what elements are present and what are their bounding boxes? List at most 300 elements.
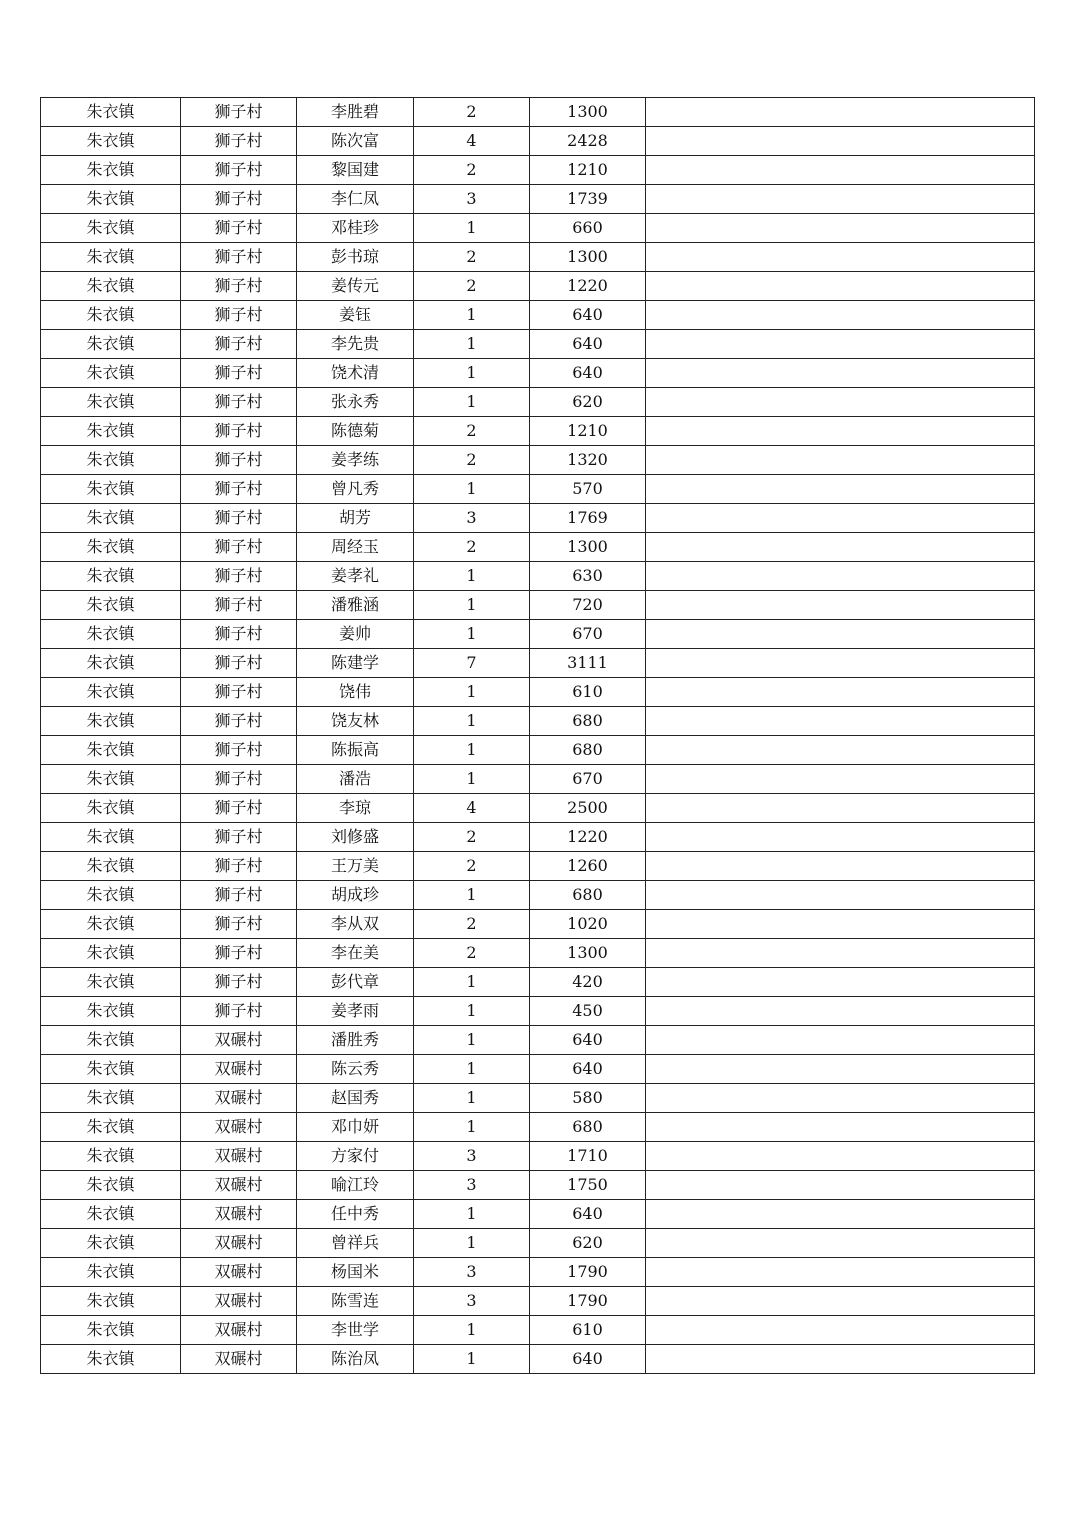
village-cell: 双碾村 xyxy=(181,1084,297,1113)
household-count-cell: 2 xyxy=(414,156,530,185)
town-cell: 朱衣镇 xyxy=(41,156,181,185)
name-cell: 李从双 xyxy=(297,910,414,939)
village-cell: 狮子村 xyxy=(181,330,297,359)
name-cell: 姜钰 xyxy=(297,301,414,330)
village-cell: 狮子村 xyxy=(181,272,297,301)
village-cell: 狮子村 xyxy=(181,707,297,736)
table-row xyxy=(41,707,1035,736)
household-count-cell: 3 xyxy=(414,1287,530,1316)
amount-cell: 1300 xyxy=(530,939,646,968)
note-cell xyxy=(646,330,1035,359)
household-count-cell: 4 xyxy=(414,127,530,156)
note-cell xyxy=(646,1026,1035,1055)
name-cell: 方家付 xyxy=(297,1142,414,1171)
village-cell: 双碾村 xyxy=(181,1287,297,1316)
town-cell: 朱衣镇 xyxy=(41,243,181,272)
name-cell: 饶伟 xyxy=(297,678,414,707)
town-cell: 朱衣镇 xyxy=(41,214,181,243)
village-cell: 狮子村 xyxy=(181,678,297,707)
village-cell: 狮子村 xyxy=(181,823,297,852)
note-cell xyxy=(646,794,1035,823)
household-count-cell: 7 xyxy=(414,649,530,678)
table-row xyxy=(41,446,1035,475)
note-cell xyxy=(646,185,1035,214)
town-cell: 朱衣镇 xyxy=(41,301,181,330)
amount-cell: 1769 xyxy=(530,504,646,533)
village-cell: 狮子村 xyxy=(181,127,297,156)
village-cell: 狮子村 xyxy=(181,910,297,939)
village-cell: 狮子村 xyxy=(181,156,297,185)
table-row xyxy=(41,330,1035,359)
table-row xyxy=(41,881,1035,910)
village-cell: 狮子村 xyxy=(181,475,297,504)
note-cell xyxy=(646,823,1035,852)
table-row xyxy=(41,852,1035,881)
table-row xyxy=(41,591,1035,620)
table-row xyxy=(41,1171,1035,1200)
name-cell: 陈治凤 xyxy=(297,1345,414,1374)
note-cell xyxy=(646,910,1035,939)
town-cell: 朱衣镇 xyxy=(41,1287,181,1316)
note-cell xyxy=(646,881,1035,910)
household-count-cell: 1 xyxy=(414,620,530,649)
name-cell: 赵国秀 xyxy=(297,1084,414,1113)
table-row xyxy=(41,417,1035,446)
town-cell: 朱衣镇 xyxy=(41,707,181,736)
town-cell: 朱衣镇 xyxy=(41,185,181,214)
village-cell: 狮子村 xyxy=(181,620,297,649)
village-cell: 双碾村 xyxy=(181,1026,297,1055)
household-count-cell: 1 xyxy=(414,1345,530,1374)
town-cell: 朱衣镇 xyxy=(41,997,181,1026)
note-cell xyxy=(646,765,1035,794)
village-cell: 双碾村 xyxy=(181,1171,297,1200)
town-cell: 朱衣镇 xyxy=(41,1084,181,1113)
name-cell: 胡芳 xyxy=(297,504,414,533)
note-cell xyxy=(646,649,1035,678)
amount-cell: 630 xyxy=(530,562,646,591)
note-cell xyxy=(646,156,1035,185)
name-cell: 任中秀 xyxy=(297,1200,414,1229)
note-cell xyxy=(646,997,1035,1026)
amount-cell: 1220 xyxy=(530,823,646,852)
name-cell: 姜孝练 xyxy=(297,446,414,475)
name-cell: 陈云秀 xyxy=(297,1055,414,1084)
table-row xyxy=(41,620,1035,649)
table-row xyxy=(41,678,1035,707)
town-cell: 朱衣镇 xyxy=(41,417,181,446)
household-count-cell: 1 xyxy=(414,881,530,910)
note-cell xyxy=(646,1258,1035,1287)
table-row xyxy=(41,968,1035,997)
household-count-cell: 2 xyxy=(414,98,530,127)
town-cell: 朱衣镇 xyxy=(41,272,181,301)
village-cell: 狮子村 xyxy=(181,446,297,475)
town-cell: 朱衣镇 xyxy=(41,852,181,881)
village-cell: 狮子村 xyxy=(181,417,297,446)
household-count-cell: 1 xyxy=(414,330,530,359)
household-count-cell: 1 xyxy=(414,475,530,504)
table-row xyxy=(41,272,1035,301)
town-cell: 朱衣镇 xyxy=(41,475,181,504)
amount-cell: 680 xyxy=(530,881,646,910)
household-count-cell: 2 xyxy=(414,243,530,272)
note-cell xyxy=(646,1113,1035,1142)
name-cell: 李在美 xyxy=(297,939,414,968)
note-cell xyxy=(646,1345,1035,1374)
table-row xyxy=(41,243,1035,272)
village-cell: 狮子村 xyxy=(181,301,297,330)
household-count-cell: 3 xyxy=(414,1142,530,1171)
household-count-cell: 2 xyxy=(414,446,530,475)
household-count-cell: 1 xyxy=(414,301,530,330)
note-cell xyxy=(646,707,1035,736)
amount-cell: 640 xyxy=(530,359,646,388)
household-count-cell: 1 xyxy=(414,1026,530,1055)
note-cell xyxy=(646,243,1035,272)
note-cell xyxy=(646,591,1035,620)
name-cell: 李琼 xyxy=(297,794,414,823)
village-cell: 狮子村 xyxy=(181,214,297,243)
household-count-cell: 2 xyxy=(414,823,530,852)
note-cell xyxy=(646,359,1035,388)
household-count-cell: 1 xyxy=(414,707,530,736)
amount-cell: 640 xyxy=(530,330,646,359)
name-cell: 杨国米 xyxy=(297,1258,414,1287)
name-cell: 陈德菊 xyxy=(297,417,414,446)
note-cell xyxy=(646,1171,1035,1200)
household-count-cell: 1 xyxy=(414,1113,530,1142)
household-count-cell: 1 xyxy=(414,562,530,591)
table-row xyxy=(41,1113,1035,1142)
name-cell: 陈建学 xyxy=(297,649,414,678)
table-row xyxy=(41,1345,1035,1374)
data-table xyxy=(40,97,1035,1374)
village-cell: 狮子村 xyxy=(181,997,297,1026)
amount-cell: 2428 xyxy=(530,127,646,156)
note-cell xyxy=(646,475,1035,504)
village-cell: 狮子村 xyxy=(181,881,297,910)
table-row xyxy=(41,823,1035,852)
name-cell: 陈次富 xyxy=(297,127,414,156)
table-row xyxy=(41,1287,1035,1316)
table-row xyxy=(41,939,1035,968)
village-cell: 狮子村 xyxy=(181,968,297,997)
town-cell: 朱衣镇 xyxy=(41,620,181,649)
village-cell: 狮子村 xyxy=(181,504,297,533)
table-row xyxy=(41,301,1035,330)
note-cell xyxy=(646,214,1035,243)
town-cell: 朱衣镇 xyxy=(41,1142,181,1171)
amount-cell: 1210 xyxy=(530,156,646,185)
name-cell: 李先贵 xyxy=(297,330,414,359)
village-cell: 狮子村 xyxy=(181,939,297,968)
table-row xyxy=(41,1142,1035,1171)
table-row xyxy=(41,214,1035,243)
household-count-cell: 1 xyxy=(414,1200,530,1229)
name-cell: 潘雅涵 xyxy=(297,591,414,620)
amount-cell: 610 xyxy=(530,1316,646,1345)
household-count-cell: 2 xyxy=(414,910,530,939)
note-cell xyxy=(646,1200,1035,1229)
village-cell: 双碾村 xyxy=(181,1142,297,1171)
household-count-cell: 4 xyxy=(414,794,530,823)
village-cell: 双碾村 xyxy=(181,1055,297,1084)
name-cell: 李世学 xyxy=(297,1316,414,1345)
household-count-cell: 1 xyxy=(414,214,530,243)
amount-cell: 3111 xyxy=(530,649,646,678)
note-cell xyxy=(646,417,1035,446)
village-cell: 狮子村 xyxy=(181,852,297,881)
note-cell xyxy=(646,446,1035,475)
amount-cell: 670 xyxy=(530,765,646,794)
village-cell: 狮子村 xyxy=(181,243,297,272)
note-cell xyxy=(646,736,1035,765)
household-count-cell: 1 xyxy=(414,1316,530,1345)
amount-cell: 680 xyxy=(530,736,646,765)
town-cell: 朱衣镇 xyxy=(41,1316,181,1345)
town-cell: 朱衣镇 xyxy=(41,330,181,359)
note-cell xyxy=(646,98,1035,127)
note-cell xyxy=(646,1055,1035,1084)
household-count-cell: 3 xyxy=(414,1258,530,1287)
name-cell: 姜传元 xyxy=(297,272,414,301)
village-cell: 狮子村 xyxy=(181,185,297,214)
town-cell: 朱衣镇 xyxy=(41,736,181,765)
table-row xyxy=(41,533,1035,562)
document-page xyxy=(40,97,1034,1374)
town-cell: 朱衣镇 xyxy=(41,562,181,591)
town-cell: 朱衣镇 xyxy=(41,359,181,388)
town-cell: 朱衣镇 xyxy=(41,823,181,852)
town-cell: 朱衣镇 xyxy=(41,446,181,475)
note-cell xyxy=(646,504,1035,533)
town-cell: 朱衣镇 xyxy=(41,1026,181,1055)
village-cell: 狮子村 xyxy=(181,649,297,678)
amount-cell: 720 xyxy=(530,591,646,620)
household-count-cell: 2 xyxy=(414,852,530,881)
amount-cell: 2500 xyxy=(530,794,646,823)
name-cell: 黎国建 xyxy=(297,156,414,185)
note-cell xyxy=(646,272,1035,301)
village-cell: 狮子村 xyxy=(181,765,297,794)
table-row xyxy=(41,504,1035,533)
table-row xyxy=(41,185,1035,214)
note-cell xyxy=(646,1084,1035,1113)
village-cell: 双碾村 xyxy=(181,1200,297,1229)
household-count-cell: 3 xyxy=(414,185,530,214)
household-count-cell: 1 xyxy=(414,591,530,620)
name-cell: 陈雪连 xyxy=(297,1287,414,1316)
name-cell: 潘胜秀 xyxy=(297,1026,414,1055)
household-count-cell: 1 xyxy=(414,765,530,794)
amount-cell: 640 xyxy=(530,1200,646,1229)
amount-cell: 1210 xyxy=(530,417,646,446)
amount-cell: 1739 xyxy=(530,185,646,214)
amount-cell: 640 xyxy=(530,1055,646,1084)
household-count-cell: 1 xyxy=(414,1055,530,1084)
village-cell: 双碾村 xyxy=(181,1345,297,1374)
town-cell: 朱衣镇 xyxy=(41,1229,181,1258)
name-cell: 姜帅 xyxy=(297,620,414,649)
table-row xyxy=(41,156,1035,185)
town-cell: 朱衣镇 xyxy=(41,127,181,156)
household-count-cell: 1 xyxy=(414,736,530,765)
name-cell: 周经玉 xyxy=(297,533,414,562)
table-row xyxy=(41,475,1035,504)
name-cell: 姜孝礼 xyxy=(297,562,414,591)
name-cell: 胡成珍 xyxy=(297,881,414,910)
amount-cell: 1710 xyxy=(530,1142,646,1171)
household-count-cell: 2 xyxy=(414,533,530,562)
town-cell: 朱衣镇 xyxy=(41,910,181,939)
village-cell: 狮子村 xyxy=(181,591,297,620)
town-cell: 朱衣镇 xyxy=(41,98,181,127)
table-row xyxy=(41,765,1035,794)
note-cell xyxy=(646,1316,1035,1345)
amount-cell: 620 xyxy=(530,388,646,417)
note-cell xyxy=(646,939,1035,968)
note-cell xyxy=(646,301,1035,330)
town-cell: 朱衣镇 xyxy=(41,533,181,562)
note-cell xyxy=(646,620,1035,649)
table-row xyxy=(41,649,1035,678)
village-cell: 狮子村 xyxy=(181,736,297,765)
table-row xyxy=(41,997,1035,1026)
town-cell: 朱衣镇 xyxy=(41,1055,181,1084)
note-cell xyxy=(646,852,1035,881)
amount-cell: 1790 xyxy=(530,1287,646,1316)
table-row xyxy=(41,388,1035,417)
table-body xyxy=(41,98,1035,1374)
name-cell: 邓巾妍 xyxy=(297,1113,414,1142)
household-count-cell: 1 xyxy=(414,388,530,417)
household-count-cell: 1 xyxy=(414,359,530,388)
village-cell: 双碾村 xyxy=(181,1258,297,1287)
town-cell: 朱衣镇 xyxy=(41,649,181,678)
town-cell: 朱衣镇 xyxy=(41,591,181,620)
town-cell: 朱衣镇 xyxy=(41,968,181,997)
amount-cell: 570 xyxy=(530,475,646,504)
note-cell xyxy=(646,533,1035,562)
table-row xyxy=(41,98,1035,127)
name-cell: 王万美 xyxy=(297,852,414,881)
name-cell: 姜孝雨 xyxy=(297,997,414,1026)
village-cell: 狮子村 xyxy=(181,533,297,562)
town-cell: 朱衣镇 xyxy=(41,1113,181,1142)
table-row xyxy=(41,1055,1035,1084)
amount-cell: 680 xyxy=(530,1113,646,1142)
table-row xyxy=(41,1026,1035,1055)
note-cell xyxy=(646,127,1035,156)
amount-cell: 1320 xyxy=(530,446,646,475)
name-cell: 彭书琼 xyxy=(297,243,414,272)
name-cell: 喻江玲 xyxy=(297,1171,414,1200)
town-cell: 朱衣镇 xyxy=(41,678,181,707)
name-cell: 刘修盛 xyxy=(297,823,414,852)
name-cell: 曾祥兵 xyxy=(297,1229,414,1258)
amount-cell: 1750 xyxy=(530,1171,646,1200)
household-count-cell: 2 xyxy=(414,272,530,301)
table-row xyxy=(41,359,1035,388)
table-row xyxy=(41,910,1035,939)
note-cell xyxy=(646,562,1035,591)
amount-cell: 1300 xyxy=(530,98,646,127)
amount-cell: 450 xyxy=(530,997,646,1026)
town-cell: 朱衣镇 xyxy=(41,1200,181,1229)
table-row xyxy=(41,1229,1035,1258)
amount-cell: 420 xyxy=(530,968,646,997)
town-cell: 朱衣镇 xyxy=(41,1171,181,1200)
town-cell: 朱衣镇 xyxy=(41,939,181,968)
town-cell: 朱衣镇 xyxy=(41,1258,181,1287)
table-row xyxy=(41,1258,1035,1287)
amount-cell: 1220 xyxy=(530,272,646,301)
name-cell: 潘浩 xyxy=(297,765,414,794)
amount-cell: 1300 xyxy=(530,533,646,562)
amount-cell: 680 xyxy=(530,707,646,736)
town-cell: 朱衣镇 xyxy=(41,794,181,823)
household-count-cell: 3 xyxy=(414,1171,530,1200)
table-row xyxy=(41,1316,1035,1345)
household-count-cell: 3 xyxy=(414,504,530,533)
amount-cell: 640 xyxy=(530,1345,646,1374)
table-row xyxy=(41,1200,1035,1229)
village-cell: 双碾村 xyxy=(181,1113,297,1142)
town-cell: 朱衣镇 xyxy=(41,388,181,417)
amount-cell: 1790 xyxy=(530,1258,646,1287)
note-cell xyxy=(646,678,1035,707)
name-cell: 邓桂珍 xyxy=(297,214,414,243)
note-cell xyxy=(646,1229,1035,1258)
village-cell: 双碾村 xyxy=(181,1316,297,1345)
amount-cell: 1300 xyxy=(530,243,646,272)
name-cell: 陈振高 xyxy=(297,736,414,765)
amount-cell: 610 xyxy=(530,678,646,707)
table-row xyxy=(41,562,1035,591)
village-cell: 双碾村 xyxy=(181,1229,297,1258)
town-cell: 朱衣镇 xyxy=(41,881,181,910)
household-count-cell: 1 xyxy=(414,968,530,997)
town-cell: 朱衣镇 xyxy=(41,765,181,794)
amount-cell: 1020 xyxy=(530,910,646,939)
table-row xyxy=(41,794,1035,823)
note-cell xyxy=(646,388,1035,417)
village-cell: 狮子村 xyxy=(181,562,297,591)
village-cell: 狮子村 xyxy=(181,388,297,417)
amount-cell: 640 xyxy=(530,301,646,330)
table-row xyxy=(41,127,1035,156)
table-row xyxy=(41,1084,1035,1113)
amount-cell: 660 xyxy=(530,214,646,243)
name-cell: 李仁凤 xyxy=(297,185,414,214)
amount-cell: 670 xyxy=(530,620,646,649)
name-cell: 曾凡秀 xyxy=(297,475,414,504)
note-cell xyxy=(646,1287,1035,1316)
amount-cell: 620 xyxy=(530,1229,646,1258)
amount-cell: 1260 xyxy=(530,852,646,881)
table-row xyxy=(41,736,1035,765)
name-cell: 饶友林 xyxy=(297,707,414,736)
amount-cell: 580 xyxy=(530,1084,646,1113)
name-cell: 饶术清 xyxy=(297,359,414,388)
town-cell: 朱衣镇 xyxy=(41,504,181,533)
village-cell: 狮子村 xyxy=(181,98,297,127)
household-count-cell: 1 xyxy=(414,997,530,1026)
note-cell xyxy=(646,968,1035,997)
town-cell: 朱衣镇 xyxy=(41,1345,181,1374)
amount-cell: 640 xyxy=(530,1026,646,1055)
